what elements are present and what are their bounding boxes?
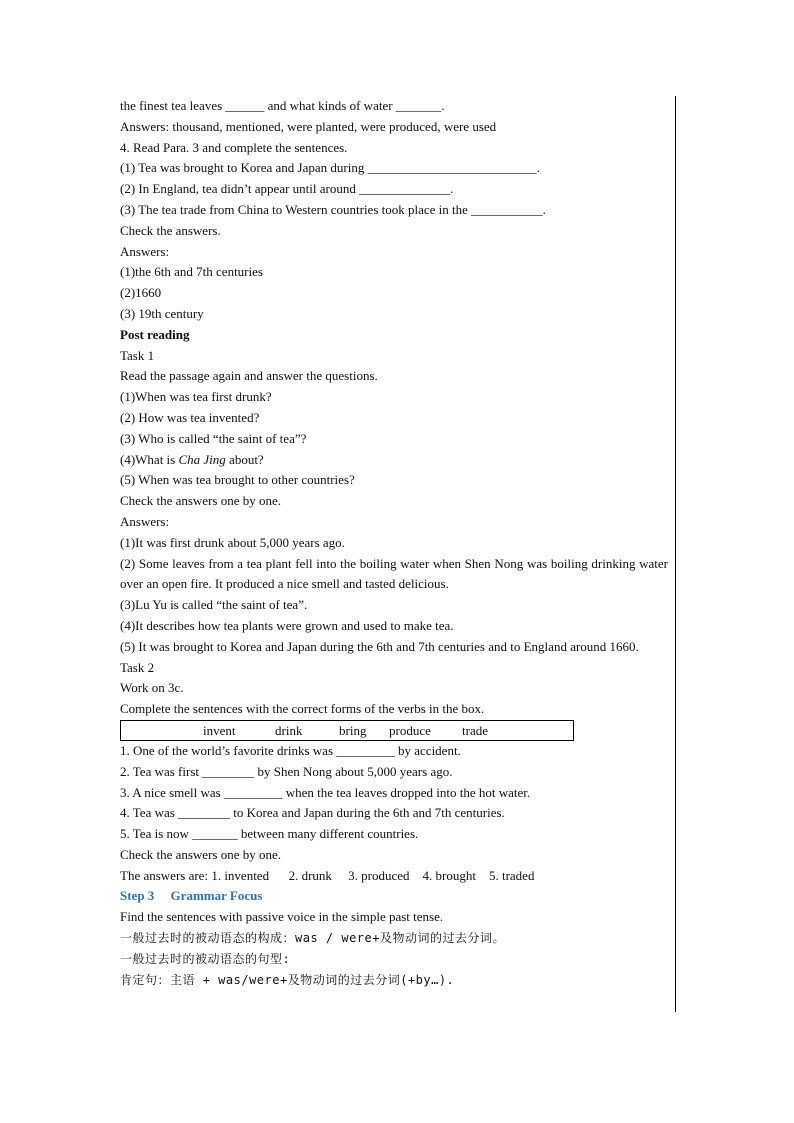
grammar-note: 一般过去时的被动语态的句型: [120, 951, 291, 966]
answer-line: (3) 19th century [120, 305, 204, 321]
question-line: (1)When was tea first drunk? [120, 389, 272, 405]
section-heading-grammar-focus: Step 3 Grammar Focus [120, 888, 263, 904]
answers-heading: Answers: [120, 243, 170, 259]
task-heading: Task 2 [120, 659, 155, 675]
exercise-line: 1. One of the world’s favorite drinks was _________ by accident. [120, 742, 461, 758]
task-heading: Task 1 [120, 347, 155, 363]
verb-word: bring [339, 722, 367, 738]
question-line [120, 450, 668, 471]
question-line: (5) When was tea brought to other countries? [120, 472, 355, 488]
exercise-line: 3. A nice smell was _________ when the tea leaves dropped into the hot water. [120, 784, 531, 800]
verb-word: trade [462, 722, 488, 738]
exercise-line: 5. Tea is now _______ between many different countries. [120, 826, 419, 842]
answer-line: Answers: thousand, mentioned, were planted, were produced, were used [120, 118, 497, 134]
instruction-line: Check the answers one by one. [120, 846, 282, 862]
grammar-note: 肯定句：主语 + was/were+及物动词的过去分词(+by…). [120, 972, 455, 987]
grammar-note: 一般过去时的被动语态的构成：was / were+及物动词的过去分词。 [120, 931, 505, 946]
instruction-line: Check the answers one by one. [120, 493, 282, 509]
question-line: (2) How was tea invented? [120, 409, 260, 425]
question-line: (1) Tea was brought to Korea and Japan during __________________________. [120, 160, 540, 176]
answer-line: The answers are: 1. invented 2. drunk 3. produced 4. brought 5. traded [120, 867, 535, 883]
text-line: the finest tea leaves ______ and what kinds of water _______. [120, 98, 445, 113]
exercise-line: 4. Tea was ________ to Korea and Japan during the 6th and 7th centuries. [120, 805, 505, 821]
instruction-line: Complete the sentences with the correct forms of the verbs in the box. [120, 701, 485, 717]
answer-line: (4)It describes how tea plants were grown and used to make tea. [120, 617, 454, 633]
book-title: Cha Jing [178, 451, 226, 467]
question-line: (3) Who is called “the saint of tea”? [120, 430, 307, 446]
instruction-line: Read the passage again and answer the questions. [120, 368, 378, 384]
instruction-line: 4. Read Para. 3 and complete the sentences. [120, 139, 348, 155]
answer-paragraph: (2) Some leaves from a tea plant fell into the boiling water when Shen Nong was boiling drinking water over an open fire. It produced a nice smell and tasted delicious. [120, 555, 668, 592]
instruction-line: Work on 3c. [120, 680, 184, 696]
instruction-line: Check the answers. [120, 222, 221, 238]
verb-word: produce [389, 722, 431, 738]
answer-line: (3)Lu Yu is called “the saint of tea”. [120, 597, 308, 613]
answer-line: (1)the 6th and 7th centuries [120, 264, 263, 280]
verb-word: invent [203, 722, 236, 738]
section-heading-post-reading: Post reading [120, 326, 190, 342]
question-text: (4)What is [120, 451, 179, 467]
verb-box [120, 720, 574, 741]
document-body [120, 96, 668, 990]
exercise-line: 2. Tea was first ________ by Shen Nong about 5,000 years ago. [120, 763, 453, 779]
verb-word: drink [275, 722, 303, 738]
answer-line: (2)1660 [120, 285, 162, 301]
answer-line: (1)It was first drunk about 5,000 years ago. [120, 534, 345, 550]
answer-paragraph: (5) It was brought to Korea and Japan during the 6th and 7th centuries and to England around 1660. [120, 638, 639, 654]
question-line: (3) The tea trade from China to Western countries took place in the ___________. [120, 201, 546, 217]
instruction-line: Find the sentences with passive voice in the simple past tense. [120, 909, 444, 925]
question-line: (2) In England, tea didn’t appear until around ______________. [120, 181, 454, 197]
table-right-border [675, 96, 676, 1012]
answers-heading: Answers: [120, 513, 170, 529]
question-text: about? [225, 451, 264, 467]
